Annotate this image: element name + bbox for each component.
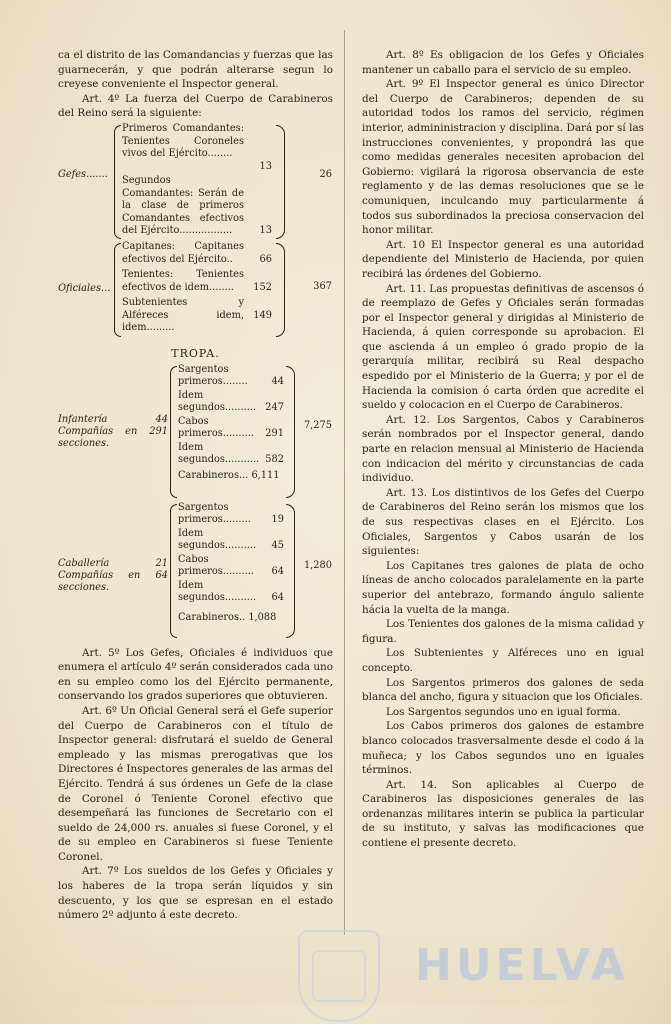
caballeria-label: Caballería 21 Compañías en 64 secciones. bbox=[58, 557, 168, 594]
gefes-label: Gefes....... bbox=[58, 168, 108, 180]
troops-table bbox=[58, 364, 333, 646]
article-12: Art. 12. Los Sargentos, Cabos y Carabineros serán nombrados por el Inspector general, dando parte en relacion mensual al Ministerio de Hacienda con indicacion del mérito y circunstancias de cada individuo. bbox=[362, 413, 644, 485]
article-11: Art. 11. Las propuestas definitivas de ascensos ó de reemplazo de Gefes y Oficiales serán formadas por el Inspector general y dirigidas al Ministerio de Hacienda, á quien corresponde su aprobacion. El que ascienda á un empleo ó grado propio de la gerarquía militar, recibirá su Real despacho espedido por el Ministerio de la Guerra; y por el de Hacienda la comision ó carta órden que acredite el sueldo y colocacion en el Cuerpo de Carabineros. bbox=[362, 282, 644, 412]
article-6: Art. 6º Un Oficial General será el Gefe superior del Cuerpo de Carabineros con el título de Inspector general: disfrutará el sueldo de General empleado y las mismas prerogativas que los Directores é Inspectores generales de las armas del Ejército. Tendrá á sus órdenes un Gefe de la clase de Coronel ó Teniente Coronel efectivo que desempeñará las funciones de Secretario con el sueldo de 24,000 rs. anuales si fuese Coronel, y el de su empleo en Carabineros si fuese Teniente Coronel. bbox=[58, 704, 333, 863]
article-9: Art. 9º El Inspector general es único Director del Cuerpo de Carabineros; dependen de su autoridad todos los ramos del servicio, régimen interior, admininistracion y disciplina. Dará por sí las instrucciones convenientes, y propondrá las que como medidas generales necesiten aprobacion del Gobierno: vigilará la rigorosa observancia de este reglamento y de las demas resoluciones que se le comuniquen, inculcando muy particularmente á todos sus subordinados la preciosa conservacion del honor militar. bbox=[362, 78, 644, 237]
cab-cabos-primeros-count: 64 bbox=[271, 565, 284, 577]
inf-cabos-primeros-count: 291 bbox=[265, 427, 284, 439]
infanteria-total: 7,275 bbox=[303, 419, 332, 431]
inf-sargentos-primeros-count: 44 bbox=[271, 375, 284, 387]
gefes-segundos: Segundos Comandantes: Serán de la clase de primeros Comandantes efectivos del Ejército................. bbox=[122, 174, 244, 237]
gefes-total: 26 bbox=[319, 168, 332, 180]
huelva-watermark: HUELVA bbox=[415, 940, 629, 991]
insignia-sargentos-segundos: Los Sargentos segundos uno en igual forma. bbox=[386, 705, 621, 718]
article-7: Art. 7º Los sueldos de los Gefes y Oficiales y los haberes de la tropa serán líquidos y sin descuento, y los que se espresan en el estado número 2º adjunto á este decreto. bbox=[58, 865, 333, 922]
article-5: Art. 5º Los Gefes, Oficiales é individuos que enumera el artículo 4º serán considerados cada uno en su empleo como los del Ejército permanente, conservando los grados superiores que obtuvieren. bbox=[58, 646, 333, 703]
oficiales-capitanes-count: 66 bbox=[259, 253, 272, 265]
paragraph-continued: ca el distrito de las Comandancias y fuerzas que las guarnecerán, y que podrán alterarse segun lo creyese conveniente el Inspector general. bbox=[58, 49, 333, 91]
cab-cabos-primeros: Cabos primeros.......... bbox=[178, 553, 254, 577]
article-8: Art. 8º Es obligacion de los Gefes y Oficiales mantener un caballo para el servicio de su empleo. bbox=[362, 49, 644, 76]
cab-carabineros: Carabineros.. 1,088 bbox=[178, 611, 277, 623]
gefes-primeros-count: 13 bbox=[259, 160, 272, 172]
infanteria-left-brace bbox=[170, 366, 177, 498]
inf-cabos-segundos-count: 582 bbox=[265, 453, 284, 465]
article-14: Art. 14. Son aplicables al Cuerpo de Carabineros las disposiciones generales de las ordenanzas militares interin se publica la particular de su instituto, y salvas las modificaciones que contiene el presente decreto. bbox=[362, 778, 644, 850]
caballeria-left-brace bbox=[170, 504, 177, 638]
cab-sargentos-primeros-count: 19 bbox=[271, 513, 284, 525]
inf-cabos-primeros: Cabos primeros.......... bbox=[178, 415, 254, 439]
article-4-heading: Art. 4º La fuerza del Cuerpo de Carabineros del Reino será la siguiente: bbox=[58, 92, 333, 120]
cab-sargentos-primeros: Sargentos primeros......... bbox=[178, 501, 251, 525]
inf-cabos-segundos: Idem segundos........... bbox=[178, 441, 260, 465]
column-divider bbox=[344, 30, 345, 935]
gefes-primeros: Primeros Comandantes: Tenientes Coroneles vivos del Ejército........ bbox=[122, 122, 244, 160]
oficiales-left-brace bbox=[114, 243, 121, 337]
inf-sargentos-segundos: Idem segundos.......... bbox=[178, 389, 257, 413]
insignia-tenientes: Los Tenientes dos galones de la misma calidad y figura. bbox=[362, 618, 644, 645]
oficiales-subtenientes-count: 149 bbox=[253, 309, 272, 321]
gefes-segundos-count: 13 bbox=[259, 224, 272, 236]
caballeria-total: 1,280 bbox=[303, 559, 332, 571]
oficiales-subtenientes: Subtenientes y Alféreces idem, idem......... bbox=[122, 296, 244, 334]
gefes-left-brace bbox=[114, 125, 121, 239]
cab-sargentos-segundos-count: 45 bbox=[271, 539, 284, 551]
insignia-cabos: Los Cabos primeros dos galones de estambre blanco colocados trasversalmente desde el codo á la muñeca; y los Cabos segundos uno en iguales términos. bbox=[362, 720, 644, 777]
officers-table bbox=[58, 123, 333, 343]
left-column bbox=[58, 48, 333, 923]
oficiales-capitanes: Capitanes: Capitanes efectivos del Ejército.. bbox=[122, 240, 244, 265]
archive-seal-inner bbox=[312, 950, 366, 1002]
article-10: Art. 10 El Inspector general es una autoridad dependiente del Ministerio de Hacienda, por quien recibirá las órdenes del Gobierno. bbox=[362, 238, 644, 280]
inf-sargentos-segundos-count: 247 bbox=[265, 401, 284, 413]
article-13: Art. 13. Los distintivos de los Gefes del Cuerpo de Carabineros del Reino serán los mismos que los de sus respectivas clases en el Ejército. Los Oficiales, Sargentos y Cabos usarán de los siguientes: bbox=[362, 486, 644, 558]
oficiales-tenientes-count: 152 bbox=[253, 281, 272, 293]
cab-cabos-segundos-count: 64 bbox=[271, 591, 284, 603]
gefes-right-brace bbox=[276, 125, 285, 239]
insignia-subtenientes: Los Subtenientes y Alféreces uno en igual concepto. bbox=[362, 647, 644, 674]
infanteria-label: Infantería 44 Compañías en 291 secciones. bbox=[58, 413, 168, 450]
oficiales-right-brace bbox=[276, 243, 285, 337]
oficiales-total: 367 bbox=[313, 280, 332, 292]
insignia-capitanes: Los Capitanes tres galones de plata de ocho líneas de ancho colocados paralelamente en la parte superior del antebrazo, formando ángulo saliente hácia la vuelta de la manga. bbox=[362, 559, 644, 616]
right-column bbox=[362, 48, 644, 851]
inf-carabineros: Carabineros... 6,111 bbox=[178, 469, 280, 481]
oficiales-label: Oficiales... bbox=[58, 282, 111, 294]
insignia-sargentos-primeros: Los Sargentos primeros dos galones de seda blanca del ancho, figura y situacion que los Oficiales. bbox=[362, 676, 644, 704]
cab-sargentos-segundos: Idem segundos.......... bbox=[178, 527, 257, 551]
cab-cabos-segundos: Idem segundos.......... bbox=[178, 579, 257, 603]
tropa-heading: TROPA. bbox=[171, 346, 220, 360]
inf-sargentos-primeros: Sargentos primeros........ bbox=[178, 363, 248, 387]
oficiales-tenientes: Tenientes: Tenientes efectivos de idem........ bbox=[122, 268, 244, 293]
